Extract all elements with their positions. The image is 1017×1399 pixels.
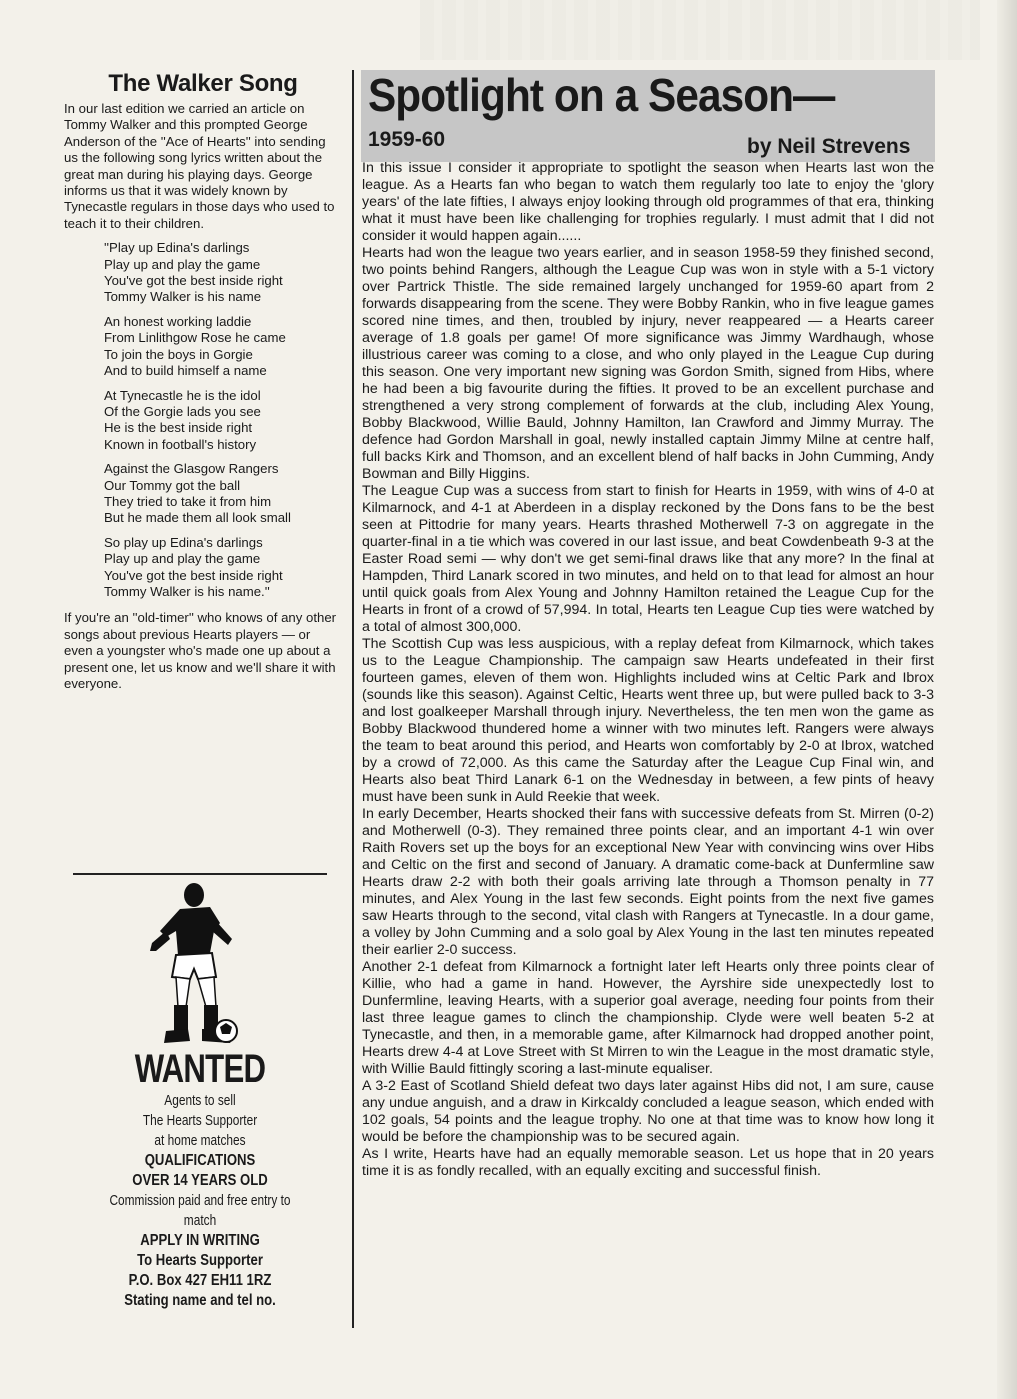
advert-commission: match	[183, 1213, 217, 1229]
advert-line: Agents to sell	[164, 1093, 236, 1109]
lyric-line: An honest working laddie	[104, 313, 252, 329]
lyric-line: At Tynecastle he is the idol	[104, 387, 261, 403]
article-paragraph: In this issue I consider it appropriate to spotlight the season when Hearts last won the league. As a Hearts fan who began to watch them regularly too late to enjoy the 'glory years' of the late fifties, I always enjoy looking through old programmes of that era, thinking what it must have been like challenging for trophies regularly. I must admit that I did not consider it would happen again......	[362, 160, 934, 244]
advert-headline: WANTED	[134, 1047, 266, 1091]
verse-1	[104, 240, 342, 306]
advert-top-rule	[73, 873, 327, 875]
lyric-line: Known in football's history	[104, 436, 257, 452]
advert-commission: Commission paid and free entry to	[109, 1193, 291, 1209]
lyric-line: ''Play up Edina's darlings	[104, 240, 250, 256]
article-paragraph: Hearts had won the league two years earlier, and in season 1958-59 they finished second, two points behind Rangers, although the League Cup was won in style with a 5-1 victory over Partrick Thistle. The side remained largely unchanged for 1959-60 apart from 2 forwards disappearing from the scene. They were Bobby Rankin, who in five league games scored nine times, and then, troubled by injury, never reappeared — a Hearts career average of 1.8 goals per game! Of more significance was Jimmy Wardhaugh, whose illustrious career was coming to a close, and who only played in the League Cup during this season. One very important new signing was Gordon Smith, signed from Hibs, where he had been a big favourite during the fifties. It proved to be an excellent purchase and strengthened a very strong complement of forwards at the club, including Alex Young, Bobby Blackwood, Willie Bauld, Johnny Hamilton, Ian Crawford and Jimmy Murray. The defence had Gordon Marshall in goal, newly installed captain Jimmy Milne at centre half, full backs Kirk and Thomson, and an excellent blend of half backs in John Cumming, Andy Bowman and Billy Higgins.	[362, 245, 934, 482]
article-season: 1959-60	[368, 128, 446, 151]
lyric-line: Tommy Walker is his name.''	[104, 583, 270, 599]
article-byline: by Neil Strevens	[747, 135, 911, 158]
article-paragraph: The Scottish Cup was less auspicious, with a replay defeat from Kilmarnock, which takes us to the League Championship. The campaign saw Hearts undefeated in their first fourteen games, eleven of them won. Highlights included wins at Celtic Park and Ibrox (sounds like this season). Against Celtic, Hearts went three up, but were pulled back to 3-3 and lost goalkeeper Marshall through injury. Nevertheless, the ten men won the game as Bobby Blackwood thundered home a winner with two minutes left. Rangers were always the team to beat around this period, and Hearts won comfortably by 2-0 at Ibrox, watched by a crowd of 72,000. As this came the Saturday after the League Cup Final win, and Hearts also beat Third Lanark 6-1 on the Wednesday in between, a few pints of heavy must have been sunk in Auld Reekie that week.	[362, 636, 934, 805]
advert-apply: To Hearts Supporter	[137, 1252, 263, 1269]
lyric-line: He is the best inside right	[104, 420, 253, 436]
lyric-line: They tried to take it from him	[104, 493, 272, 509]
wanted-advert	[73, 873, 327, 1311]
advert-apply: Stating name and tel no.	[124, 1292, 276, 1309]
lyric-line: You've got the best inside right	[104, 273, 283, 289]
page-edge-shadow	[997, 0, 1017, 1399]
lyric-line: You've got the best inside right	[104, 567, 283, 583]
lyric-line: Of the Gorgie lads you see	[104, 403, 261, 419]
column-divider	[352, 70, 354, 1328]
verse-5	[104, 535, 342, 601]
lyric-line: So play up Edina's darlings	[104, 534, 263, 550]
article-body	[362, 160, 934, 1180]
advert-qualifications: QUALIFICATIONS	[144, 1152, 256, 1169]
walker-song-section	[64, 70, 342, 692]
lyric-line: Play up and play the game	[104, 256, 261, 272]
verse-2	[104, 314, 342, 380]
article-paragraph: The League Cup was a success from start to finish for Hearts in 1959, with wins of 4-0 at Kilmarnock, and 4-1 at Aberdeen in a display reckoned by the Dons fans to be the best seen at Pittodrie for many years. Hearts thrashed Motherwell 7-3 on aggregate in the quarter-final in a tie which was covered in our last issue, and beat Cowdenbeath 9-3 at the Easter Road semi — why don't we get semi-final draws like that any more? In the final at Hampden, Third Lanark scored in two minutes, and held on to that lead for almost an hour until quick goals from Alex Young and Johnny Hamilton retained the League Cup for the Hearts in front of a crowd of 57,994. In total, Hearts ten League Cup ties were watched by a total of almost 300,000.	[362, 483, 934, 635]
article-paragraph: In early December, Hearts shocked their fans with successive defeats from St. Mirren (0-2) and Motherwell (0-3). They remained three points clear, and an important 4-1 win over Raith Rovers set up the boys for an exceptional New Year with convincing wins over Hibs and Celtic on the first and second of January. A dramatic come-back at Dunfermline saw Hearts draw 2-2 with both their goals arriving late through a Thomson penalty in 77 minutes, and Alex Young in the last few seconds. Eight points from the next five games saw Hearts through to the second, vital clash with Rangers at Tynecastle. In a dour game, a volley by John Cumming and a solo goal by Alex Young in the last ten minutes repeated their earlier 2-0 success.	[362, 806, 934, 958]
lyric-line: Play up and play the game	[104, 551, 261, 567]
lyric-line: But he made them all look small	[104, 510, 291, 526]
advert-apply: APPLY IN WRITING	[140, 1232, 260, 1249]
article-paragraph: A 3-2 East of Scotland Shield defeat two days later against Hibs did not, I am sure, cause any undue anguish, and a draw in Kirkcaldy concluded a league season, which ended with 102 goals, 54 points and the league trophy. No one at that time was to know how long it would be before the championship was to be secured again.	[362, 1078, 934, 1145]
song-lyrics	[64, 240, 342, 600]
walker-song-title: The Walker Song	[108, 70, 298, 97]
lyric-line: Against the Glasgow Rangers	[104, 461, 279, 477]
footballer-illustration-icon	[140, 881, 260, 1051]
article-paragraph: As I write, Hearts have had an equally memorable season. Let us hope that in 20 years time it is as fondly recalled, with an equally exciting and successful finish.	[362, 1146, 934, 1179]
lyric-line: To join the boys in Gorgie	[104, 346, 253, 362]
lyric-line: And to build himself a name	[104, 363, 267, 379]
walker-song-outro: If you're an ''old-timer'' who knows of any other songs about previous Hearts players — or even a youngster who's made one up about a present one, let us know and we'll share it with everyone.	[64, 610, 337, 691]
advert-line: The Hearts Supporter	[142, 1113, 258, 1129]
lyric-line: Our Tommy got the ball	[104, 477, 241, 493]
verse-3	[104, 388, 342, 454]
advert-address: P.O. Box 427 EH11 1RZ	[128, 1272, 272, 1289]
advert-qualifications-age: OVER 14 YEARS OLD	[132, 1172, 268, 1189]
article-paragraph: Another 2-1 defeat from Kilmarnock a fortnight later left Hearts only three points clear of Killie, who had a game in hand. However, the Ayrshire side unexpectedly lost to Dunfermline, leaving Hearts, with a superior goal average, needing four points from their last three league games to clinch the championship. Clyde were well beaten 5-2 at Tynecastle, and then, in a memorable game, after Kilmarnock had dropped another point, Hearts drew 4-4 at Love Street with St Mirren to win the League in the most dramatic style, with Willie Bauld fittingly scoring a last-minute equaliser.	[362, 959, 934, 1077]
article-title: Spotlight on a Season—	[368, 69, 835, 121]
verse-4	[104, 461, 342, 527]
lyric-line: From Linlithgow Rose he came	[104, 330, 286, 346]
advert-line: at home matches	[154, 1133, 246, 1149]
walker-song-intro: In our last edition we carried an article on Tommy Walker and this prompted George Anderson of the ''Ace of Hearts'' into sending us the following song lyrics written about the great man during his playing days. George informs us that it was widely known by Tynecastle regulars in those days who used to teach it to their children.	[64, 101, 335, 231]
show-through-print	[420, 0, 980, 60]
lyric-line: Tommy Walker is his name	[104, 289, 262, 305]
